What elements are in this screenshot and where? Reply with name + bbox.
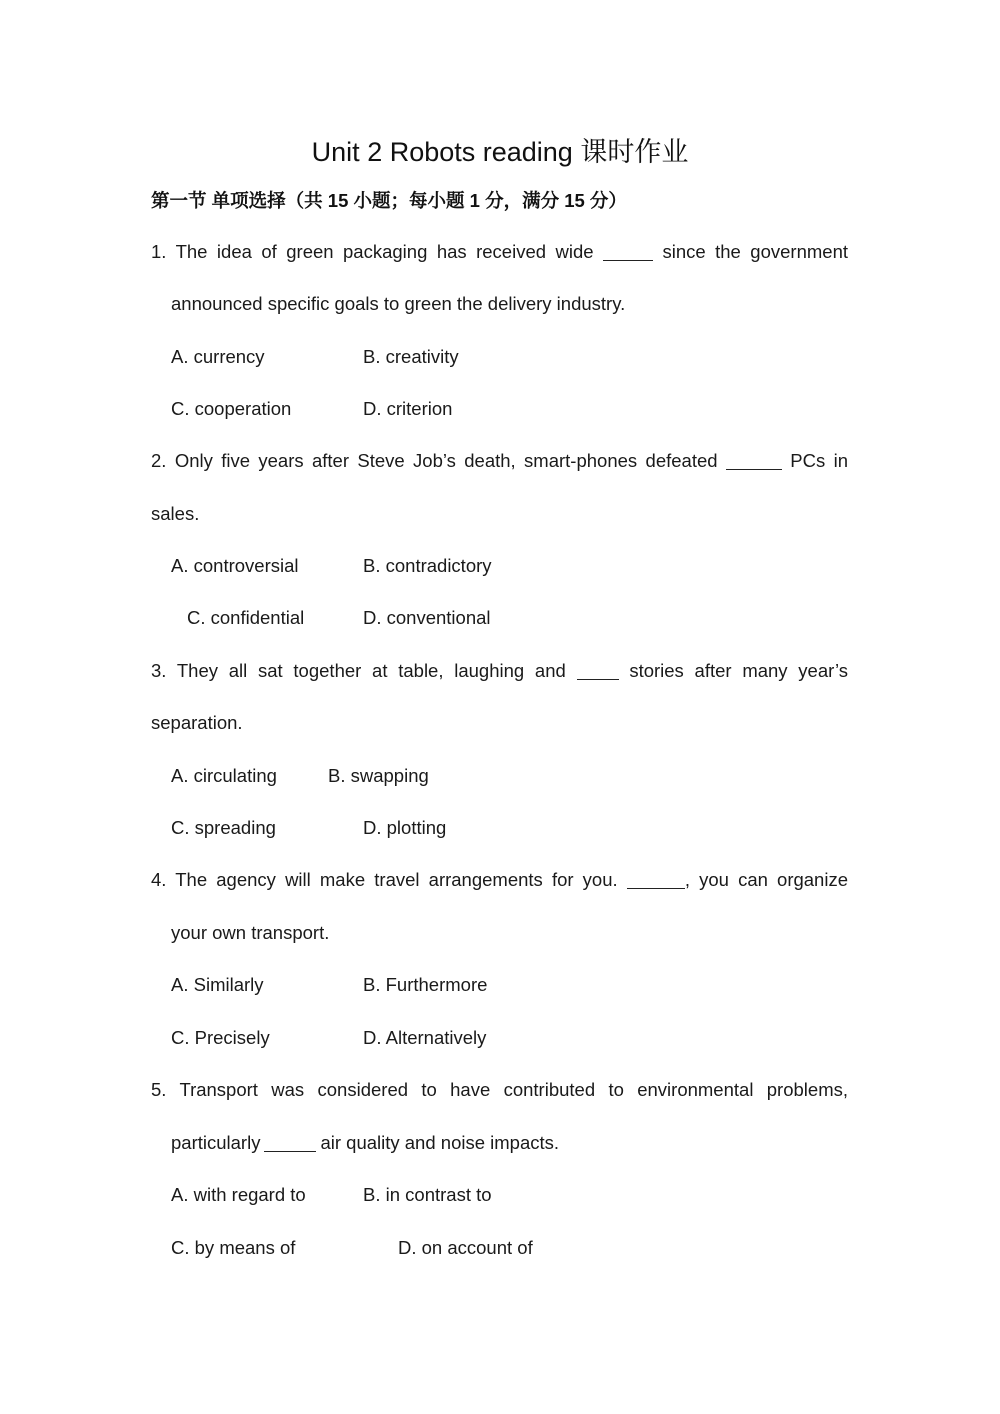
question-text: They all sat together at table, laughing and bbox=[176, 660, 566, 681]
question-number: 3. bbox=[151, 660, 167, 681]
question-text: since the government bbox=[662, 241, 849, 262]
answer-blank bbox=[603, 242, 653, 262]
question-5-stem bbox=[151, 1078, 848, 1102]
question-5-continuation bbox=[171, 1131, 559, 1155]
question-text: air quality and noise impacts. bbox=[320, 1132, 560, 1153]
option-d: D. criterion bbox=[363, 398, 453, 419]
option-a: A. currency bbox=[171, 346, 265, 367]
question-text: stories after many year’s bbox=[629, 660, 849, 681]
option-b: B. in contrast to bbox=[363, 1184, 492, 1205]
question-text: The agency will make travel arrangements for you. bbox=[175, 869, 618, 890]
option-b: B. creativity bbox=[363, 346, 459, 367]
question-text: The idea of green packaging has received wide bbox=[175, 241, 594, 262]
question-2-continuation: sales. bbox=[151, 503, 200, 524]
answer-blank bbox=[264, 1133, 316, 1153]
option-c: C. confidential bbox=[187, 607, 305, 628]
option-c: C. by means of bbox=[171, 1237, 296, 1258]
answer-blank bbox=[627, 870, 685, 890]
question-number: 2. bbox=[151, 450, 167, 471]
option-d: D. Alternatively bbox=[363, 1027, 487, 1048]
answer-blank bbox=[726, 451, 782, 471]
option-d: D. plotting bbox=[363, 817, 447, 838]
question-text: Only five years after Steve Job’s death, smart-phones defeated bbox=[174, 450, 718, 471]
option-a: A. controversial bbox=[171, 555, 299, 576]
question-number: 1. bbox=[151, 241, 167, 262]
section-heading: 第一节 单项选择（共 15 小题；每小题 1 分，满分 15 分） bbox=[151, 190, 627, 211]
answer-blank bbox=[577, 661, 619, 681]
question-3-continuation: separation. bbox=[151, 712, 243, 733]
option-a: A. Similarly bbox=[171, 974, 264, 995]
question-text: , you can organize bbox=[684, 869, 849, 890]
option-d: D. conventional bbox=[363, 607, 491, 628]
question-3-stem bbox=[151, 659, 848, 683]
question-text: PCs in bbox=[790, 450, 849, 471]
question-1-stem bbox=[151, 240, 848, 264]
question-number: 5. bbox=[151, 1079, 167, 1100]
option-a: A. with regard to bbox=[171, 1184, 306, 1205]
option-c: C. Precisely bbox=[171, 1027, 270, 1048]
question-1-continuation: announced specific goals to green the delivery industry. bbox=[171, 293, 626, 314]
question-text: Transport was considered to have contributed to environmental problems, bbox=[179, 1079, 848, 1100]
page-title: Unit 2 Robots reading 课时作业 bbox=[311, 137, 689, 167]
option-c: C. spreading bbox=[171, 817, 276, 838]
question-4-stem bbox=[151, 868, 848, 892]
question-2-stem bbox=[151, 449, 848, 473]
option-b: B. swapping bbox=[328, 765, 429, 786]
option-b: B. contradictory bbox=[363, 555, 492, 576]
option-b: B. Furthermore bbox=[363, 974, 488, 995]
question-text: particularly bbox=[171, 1132, 261, 1153]
question-4-continuation: your own transport. bbox=[171, 922, 330, 943]
option-c: C. cooperation bbox=[171, 398, 292, 419]
option-d: D. on account of bbox=[398, 1237, 533, 1258]
question-number: 4. bbox=[151, 869, 167, 890]
option-a: A. circulating bbox=[171, 765, 277, 786]
